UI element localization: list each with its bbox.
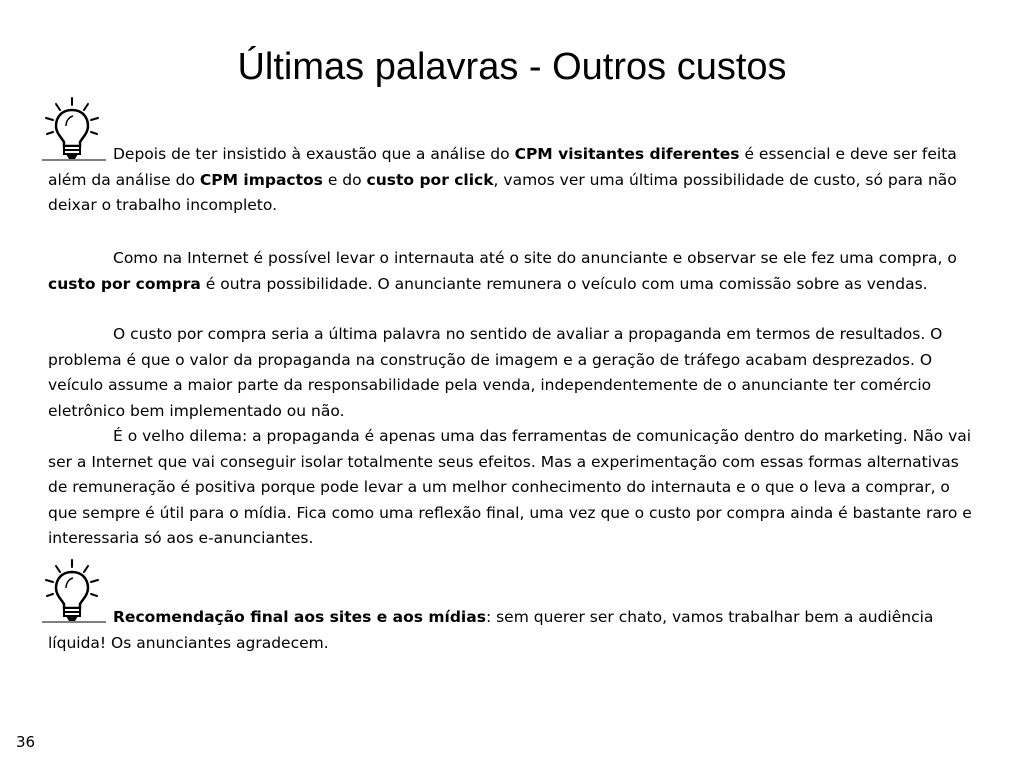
text-segment: é essencial e deve ser feita além da análise do bbox=[48, 145, 957, 189]
page-number: 36 bbox=[16, 733, 36, 751]
paragraph-custo-compra bbox=[48, 246, 978, 297]
paragraph-cpm-intro bbox=[48, 142, 978, 219]
slide-title: Últimas palavras - Outros custos bbox=[237, 46, 787, 88]
text-segment: : sem querer ser chato, vamos trabalhar bem a audiência líquida! Os anunciantes agradecem. bbox=[48, 608, 934, 652]
text-segment: , vamos ver uma última possibilidade de custo, só para não deixar o trabalho incompleto. bbox=[48, 170, 957, 214]
term-custo-por-click: custo por click bbox=[366, 170, 494, 189]
paragraph-ultima-palavra: O custo por compra seria a última palavra no sentido de avaliar a propaganda em termos de resultados. O problema é que o valor da propaganda na construção de imagem e a geração de tráfego acabam desprezados. O veículo assume a maior parte da responsabilidade pela venda, independentemente de o anunciante ter comércio eletrônico bem implementado ou não. bbox=[48, 325, 943, 420]
text-segment: e do bbox=[322, 170, 367, 189]
term-cpm-visitantes: CPM visitantes diferentes bbox=[514, 145, 740, 163]
text-segment: é outra possibilidade. O anunciante remunera o veículo com uma comissão sobre as vendas. bbox=[200, 274, 928, 293]
paragraph-recomendacao bbox=[48, 605, 978, 656]
text-segment: Como na Internet é possível levar o internauta até o site do anunciante e observar se ele fez uma compra, o bbox=[113, 249, 957, 267]
term-custo-por-compra: custo por compra bbox=[48, 274, 201, 293]
paragraph-velho-dilema: É o velho dilema: a propaganda é apenas uma das ferramentas de comunicação dentro do marketing. Não vai ser a Internet que vai conseguir isolar totalmente seus efeitos. Mas a experimentação com essas formas alternativas de remuneração é positiva porque pode levar a um melhor conhecimento do internauta e o que o leva a comprar, o que sempre é útil para o mídia. Fica como uma reflexão final, uma vez que o custo por compra ainda é bastante raro e interessaria só aos e-anunciantes. bbox=[48, 427, 972, 547]
term-recomendacao-final: Recomendação final aos sites e aos mídias bbox=[113, 608, 486, 626]
term-cpm-impactos: CPM impactos bbox=[199, 170, 323, 189]
text-segment: Depois de ter insistido à exaustão que a análise do bbox=[113, 145, 515, 163]
